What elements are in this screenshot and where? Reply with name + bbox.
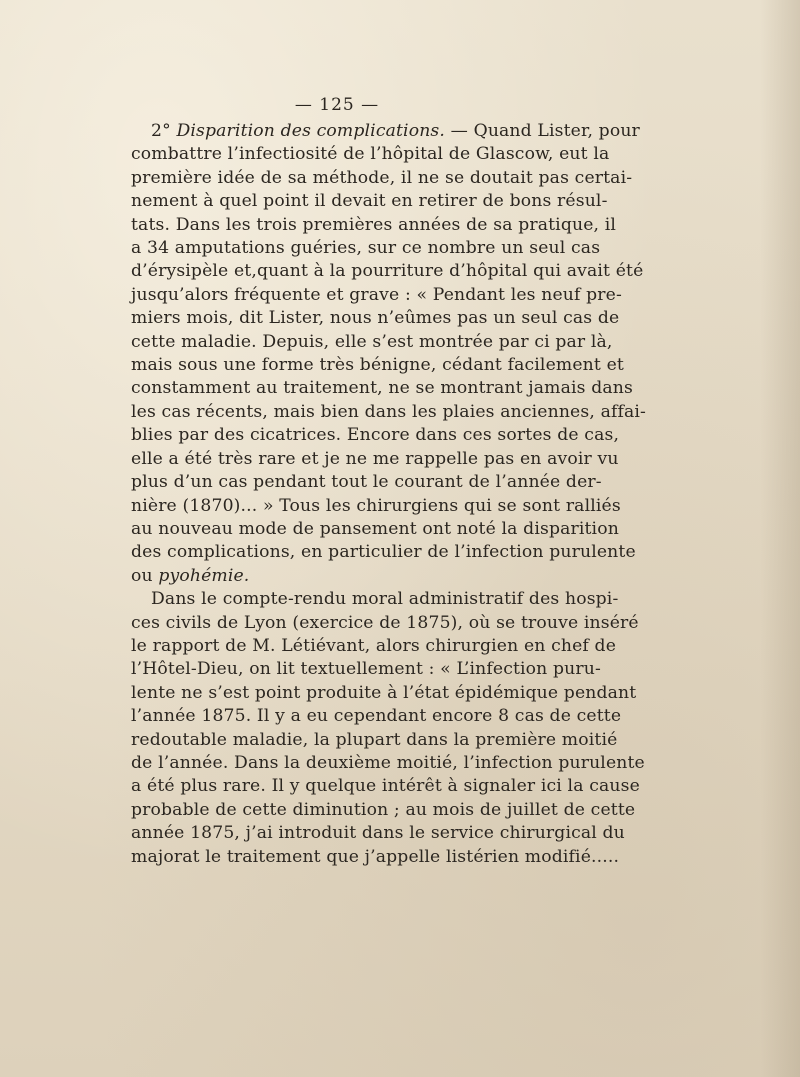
text-line [131, 565, 573, 588]
text-line [131, 120, 640, 143]
paragraph-1 [131, 120, 646, 588]
section-number: 2° [151, 121, 177, 141]
text-line: des complications, en particulier de l’infection purulente [131, 542, 636, 563]
text-line: nière (1870)... » Tous les chirurgiens qui se sont ralliés [131, 495, 621, 516]
text-line: de l’année. Dans la deuxième moitié, l’infection purulente [131, 752, 645, 773]
section-heading: Disparition des complications. [176, 121, 446, 141]
page-edge-shadow [760, 0, 800, 1077]
paragraph-2 [131, 588, 645, 869]
text-line: l’année 1875. Il y a eu cependant encore 8 cas de cette [131, 706, 622, 727]
text-line: elle a été très rare et je ne me rappelle pas en avoir vu [131, 448, 619, 469]
text-line: première idée de sa méthode, il ne se doutait pas certai- [131, 167, 633, 188]
page-number: — 125 — [294, 95, 380, 115]
text-line: ces civils de Lyon (exercice de 1875), où se trouve inséré [131, 612, 639, 633]
text-line: Dans le compte-rendu moral administratif des hospi- [151, 589, 619, 610]
text-line: probable de cette diminution ; au mois de juillet de cette [131, 799, 636, 820]
text-line: combattre l’infectiosité de l’hôpital de Glascow, eut la [131, 144, 610, 165]
text-line: plus d’un cas pendant tout le courant de l’année der- [131, 472, 602, 493]
text-line: mais sous une forme très bénigne, cédant facilement et [131, 355, 624, 376]
text-line: les cas récents, mais bien dans les plaies anciennes, affai- [131, 401, 646, 422]
text-block [131, 94, 646, 869]
text-line: tats. Dans les trois premières années de sa pratique, il [131, 214, 617, 235]
text-line: a été plus rare. Il y quelque intérêt à signaler ici la cause [131, 776, 640, 797]
text-line: miers mois, dit Lister, nous n’eûmes pas un seul cas de [131, 308, 620, 329]
text-line: d’érysipèle et,quant à la pourriture d’hôpital qui avait été [131, 261, 644, 282]
text-line: au nouveau mode de pansement ont noté la disparition [131, 518, 619, 539]
text-line: l’Hôtel-Dieu, on lit textuellement : « L’infection puru- [131, 659, 601, 680]
text-line: année 1875, j’ai introduit dans le service chirurgical du [131, 823, 625, 844]
text-line: nement à quel point il devait en retirer de bons résul- [131, 191, 608, 212]
italic-term: pyohémie. [158, 565, 250, 586]
text-line-segment: — Quand Lister, pour [445, 121, 640, 141]
text-line: blies par des cicatrices. Encore dans ces sortes de cas, [131, 425, 620, 446]
text-line: a 34 amputations guéries, sur ce nombre un seul cas [131, 238, 601, 259]
text-line: jusqu’alors fréquente et grave : « Pendant les neuf pre- [131, 284, 622, 305]
text-line: redoutable maladie, la plupart dans la première moitié [131, 729, 618, 750]
text-line: majorat le traitement que j’appelle listérien modifié..... [131, 846, 620, 867]
text-line: le rapport de M. Létiévant, alors chirurgien en chef de [131, 635, 617, 656]
text-line: cette maladie. Depuis, elle s’est montrée par ci par là, [131, 331, 613, 352]
text-line-segment: ou [131, 565, 159, 586]
text-line: lente ne s’est point produite à l’état épidémique pendant [131, 682, 637, 703]
text-line: constamment au traitement, ne se montrant jamais dans [131, 378, 633, 399]
